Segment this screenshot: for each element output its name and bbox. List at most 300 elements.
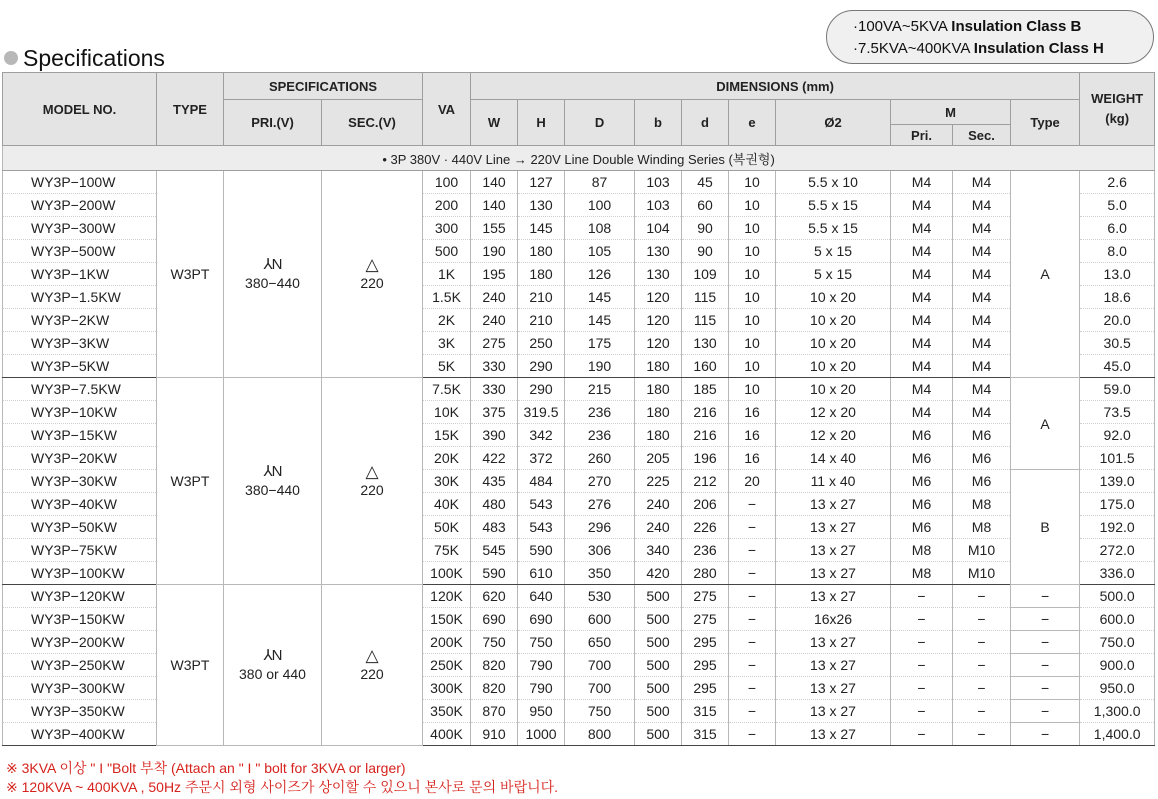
weight-cell: 950.0 (1080, 677, 1155, 700)
weight-cell: 1,400.0 (1080, 723, 1155, 746)
h-cell: 640 (518, 585, 565, 608)
b-cell: 103 (635, 194, 682, 217)
model-cell: WY3P−250KW (3, 654, 157, 677)
sec-voltage: 220 (360, 482, 384, 498)
d-upper-cell: 270 (565, 470, 635, 493)
va-cell: 15K (423, 424, 471, 447)
va-cell: 250K (423, 654, 471, 677)
b-cell: 205 (635, 447, 682, 470)
phi2-cell: 13 x 27 (776, 493, 891, 516)
h-cell: 543 (518, 516, 565, 539)
model-cell: WY3P−15KW (3, 424, 157, 447)
va-cell: 2K (423, 309, 471, 332)
b-cell: 500 (635, 585, 682, 608)
weight-cell: 272.0 (1080, 539, 1155, 562)
m-pri-cell: M4 (891, 401, 953, 424)
va-cell: 350K (423, 700, 471, 723)
m-sec-cell: − (953, 677, 1011, 700)
d-upper-cell: 236 (565, 424, 635, 447)
va-cell: 120K (423, 585, 471, 608)
phi2-cell: 5 x 15 (776, 240, 891, 263)
b-cell: 500 (635, 654, 682, 677)
m-pri-cell: M8 (891, 562, 953, 585)
va-cell: 30K (423, 470, 471, 493)
va-cell: 100 (423, 171, 471, 194)
table-body (3, 146, 1155, 746)
h-cell: 750 (518, 631, 565, 654)
b-cell: 340 (635, 539, 682, 562)
m-sec-cell: M4 (953, 355, 1011, 378)
header-m-pri: Pri. (891, 125, 953, 146)
va-cell: 75K (423, 539, 471, 562)
m-pri-cell: M4 (891, 332, 953, 355)
d-lower-cell: 295 (682, 631, 729, 654)
b-cell: 120 (635, 332, 682, 355)
h-cell: 610 (518, 562, 565, 585)
b-cell: 180 (635, 401, 682, 424)
h-cell: 127 (518, 171, 565, 194)
m-sec-cell: − (953, 631, 1011, 654)
d-lower-cell: 196 (682, 447, 729, 470)
dim-type-cell: − (1011, 608, 1080, 631)
b-cell: 120 (635, 309, 682, 332)
dim-type-cell: − (1011, 631, 1080, 654)
d-upper-cell: 190 (565, 355, 635, 378)
weight-cell: 336.0 (1080, 562, 1155, 585)
wye-symbol: ⅄N (263, 256, 282, 273)
header-weight: WEIGHT (kg) (1080, 73, 1155, 146)
dim-type-cell: B (1011, 470, 1080, 585)
h-cell: 342 (518, 424, 565, 447)
m-sec-cell: M8 (953, 493, 1011, 516)
weight-cell: 139.0 (1080, 470, 1155, 493)
m-pri-cell: M4 (891, 240, 953, 263)
h-cell: 690 (518, 608, 565, 631)
w-cell: 390 (471, 424, 518, 447)
header-b: b (635, 100, 682, 146)
m-sec-cell: − (953, 654, 1011, 677)
va-cell: 300K (423, 677, 471, 700)
phi2-cell: 14 x 40 (776, 447, 891, 470)
m-pri-cell: M4 (891, 286, 953, 309)
b-cell: 420 (635, 562, 682, 585)
m-pri-cell: − (891, 585, 953, 608)
m-pri-cell: M4 (891, 217, 953, 240)
note-1: ※ 3KVA 이상 " I "Bolt 부착 (Attach an " I " bolt for 3KVA or larger) (6, 760, 406, 776)
weight-cell: 45.0 (1080, 355, 1155, 378)
model-cell: WY3P−300KW (3, 677, 157, 700)
m-pri-cell: M4 (891, 194, 953, 217)
d-lower-cell: 212 (682, 470, 729, 493)
d-lower-cell: 160 (682, 355, 729, 378)
d-upper-cell: 350 (565, 562, 635, 585)
model-cell: WY3P−40KW (3, 493, 157, 516)
weight-cell: 30.5 (1080, 332, 1155, 355)
d-upper-cell: 108 (565, 217, 635, 240)
b-cell: 500 (635, 723, 682, 746)
phi2-cell: 13 x 27 (776, 631, 891, 654)
sec-voltage: 220 (360, 666, 384, 682)
b-cell: 500 (635, 700, 682, 723)
m-pri-cell: M6 (891, 493, 953, 516)
header-type: TYPE (157, 73, 224, 146)
header-model: MODEL NO. (3, 73, 157, 146)
va-cell: 50K (423, 516, 471, 539)
model-cell: WY3P−50KW (3, 516, 157, 539)
b-cell: 500 (635, 631, 682, 654)
model-cell: WY3P−300W (3, 217, 157, 240)
d-upper-cell: 236 (565, 401, 635, 424)
d-lower-cell: 90 (682, 240, 729, 263)
w-cell: 545 (471, 539, 518, 562)
h-cell: 290 (518, 355, 565, 378)
wye-symbol: ⅄N (263, 463, 282, 480)
w-cell: 483 (471, 516, 518, 539)
model-cell: WY3P−30KW (3, 470, 157, 493)
weight-cell: 192.0 (1080, 516, 1155, 539)
va-cell: 200K (423, 631, 471, 654)
dim-type-cell: − (1011, 723, 1080, 746)
weight-cell: 13.0 (1080, 263, 1155, 286)
weight-cell: 18.6 (1080, 286, 1155, 309)
h-cell: 130 (518, 194, 565, 217)
model-cell: WY3P−100W (3, 171, 157, 194)
d-lower-cell: 226 (682, 516, 729, 539)
d-lower-cell: 115 (682, 309, 729, 332)
h-cell: 180 (518, 240, 565, 263)
w-cell: 275 (471, 332, 518, 355)
b-cell: 103 (635, 171, 682, 194)
va-cell: 150K (423, 608, 471, 631)
model-cell: WY3P−3KW (3, 332, 157, 355)
phi2-cell: 10 x 20 (776, 332, 891, 355)
d-lower-cell: 295 (682, 654, 729, 677)
va-cell: 400K (423, 723, 471, 746)
w-cell: 435 (471, 470, 518, 493)
w-cell: 140 (471, 171, 518, 194)
w-cell: 870 (471, 700, 518, 723)
page-title: Specifications (23, 44, 165, 71)
w-cell: 590 (471, 562, 518, 585)
model-cell: WY3P−7.5KW (3, 378, 157, 401)
w-cell: 375 (471, 401, 518, 424)
phi2-cell: 13 x 27 (776, 654, 891, 677)
d-lower-cell: 315 (682, 723, 729, 746)
e-cell: 10 (729, 332, 776, 355)
d-upper-cell: 175 (565, 332, 635, 355)
d-lower-cell: 206 (682, 493, 729, 516)
d-upper-cell: 296 (565, 516, 635, 539)
d-lower-cell: 275 (682, 608, 729, 631)
h-cell: 790 (518, 677, 565, 700)
header-dimensions: DIMENSIONS (mm) (471, 73, 1080, 100)
va-cell: 500 (423, 240, 471, 263)
b-cell: 120 (635, 286, 682, 309)
h-cell: 372 (518, 447, 565, 470)
wye-symbol: ⅄N (263, 647, 282, 664)
va-cell: 300 (423, 217, 471, 240)
w-cell: 690 (471, 608, 518, 631)
h-cell: 543 (518, 493, 565, 516)
w-cell: 140 (471, 194, 518, 217)
series-title: • 3P 380V · 440V Line → 220V Line Double Winding Series (복권형) (3, 146, 1155, 171)
d-lower-cell: 115 (682, 286, 729, 309)
m-sec-cell: M4 (953, 309, 1011, 332)
m-sec-cell: M6 (953, 424, 1011, 447)
model-cell: WY3P−500W (3, 240, 157, 263)
b-cell: 130 (635, 263, 682, 286)
m-pri-cell: M6 (891, 470, 953, 493)
pri-voltage: 380−440 (245, 482, 300, 498)
note-2: ※ 120KVA ~ 400KVA , 50Hz 주문시 외형 사이즈가 상이할 수 있으니 본사로 문의 바랍니다. (6, 779, 559, 795)
d-lower-cell: 109 (682, 263, 729, 286)
pri-voltage: 380 or 440 (239, 666, 306, 682)
weight-cell: 600.0 (1080, 608, 1155, 631)
w-cell: 422 (471, 447, 518, 470)
weight-cell: 175.0 (1080, 493, 1155, 516)
weight-cell: 2.6 (1080, 171, 1155, 194)
m-pri-cell: M4 (891, 355, 953, 378)
weight-cell: 101.5 (1080, 447, 1155, 470)
e-cell: − (729, 585, 776, 608)
header-d-lower: d (682, 100, 729, 146)
phi2-cell: 5 x 15 (776, 263, 891, 286)
m-sec-cell: − (953, 700, 1011, 723)
phi2-cell: 12 x 20 (776, 401, 891, 424)
b-cell: 500 (635, 677, 682, 700)
e-cell: 16 (729, 424, 776, 447)
m-sec-cell: M6 (953, 447, 1011, 470)
d-lower-cell: 216 (682, 401, 729, 424)
w-cell: 155 (471, 217, 518, 240)
pri-cell (224, 171, 322, 378)
m-sec-cell: M8 (953, 516, 1011, 539)
e-cell: − (729, 493, 776, 516)
model-cell: WY3P−200W (3, 194, 157, 217)
h-cell: 210 (518, 286, 565, 309)
w-cell: 330 (471, 378, 518, 401)
d-upper-cell: 306 (565, 539, 635, 562)
m-sec-cell: M4 (953, 240, 1011, 263)
d-lower-cell: 90 (682, 217, 729, 240)
b-cell: 180 (635, 424, 682, 447)
phi2-cell: 11 x 40 (776, 470, 891, 493)
section-title (4, 44, 165, 72)
b-cell: 240 (635, 516, 682, 539)
model-cell: WY3P−350KW (3, 700, 157, 723)
model-cell: WY3P−1.5KW (3, 286, 157, 309)
delta-symbol: △ (365, 255, 379, 274)
d-upper-cell: 215 (565, 378, 635, 401)
va-cell: 5K (423, 355, 471, 378)
w-cell: 240 (471, 286, 518, 309)
d-lower-cell: 275 (682, 585, 729, 608)
phi2-cell: 13 x 27 (776, 677, 891, 700)
insulation-class-box (826, 10, 1154, 64)
pri-cell (224, 378, 322, 585)
insulation-line-1: ·100VA~5KVA Insulation Class B (853, 18, 1082, 35)
dim-type-cell: − (1011, 654, 1080, 677)
phi2-cell: 13 x 27 (776, 516, 891, 539)
m-pri-cell: − (891, 654, 953, 677)
d-upper-cell: 100 (565, 194, 635, 217)
phi2-cell: 10 x 20 (776, 378, 891, 401)
m-pri-cell: M4 (891, 309, 953, 332)
d-upper-cell: 145 (565, 286, 635, 309)
model-cell: WY3P−5KW (3, 355, 157, 378)
e-cell: 10 (729, 378, 776, 401)
model-cell: WY3P−200KW (3, 631, 157, 654)
m-pri-cell: − (891, 608, 953, 631)
table-row (3, 171, 1155, 194)
d-upper-cell: 650 (565, 631, 635, 654)
e-cell: 16 (729, 401, 776, 424)
d-lower-cell: 216 (682, 424, 729, 447)
e-cell: 10 (729, 309, 776, 332)
m-pri-cell: M6 (891, 516, 953, 539)
weight-cell: 73.5 (1080, 401, 1155, 424)
m-sec-cell: − (953, 585, 1011, 608)
d-upper-cell: 87 (565, 171, 635, 194)
e-cell: − (729, 516, 776, 539)
header-pri: PRI.(V) (224, 100, 322, 146)
d-lower-cell: 130 (682, 332, 729, 355)
sec-cell (322, 585, 423, 746)
m-sec-cell: − (953, 608, 1011, 631)
weight-cell: 1,300.0 (1080, 700, 1155, 723)
pri-cell (224, 585, 322, 746)
e-cell: 10 (729, 355, 776, 378)
delta-symbol: △ (365, 462, 379, 481)
m-pri-cell: − (891, 677, 953, 700)
d-upper-cell: 700 (565, 677, 635, 700)
e-cell: 10 (729, 194, 776, 217)
header-phi2: Ø2 (776, 100, 891, 146)
d-upper-cell: 145 (565, 309, 635, 332)
m-sec-cell: M4 (953, 378, 1011, 401)
weight-cell: 92.0 (1080, 424, 1155, 447)
w-cell: 910 (471, 723, 518, 746)
m-pri-cell: M4 (891, 378, 953, 401)
type-cell: W3PT (157, 585, 224, 746)
h-cell: 250 (518, 332, 565, 355)
dim-type-cell: A (1011, 378, 1080, 470)
header-dim-type: Type (1011, 100, 1080, 146)
va-cell: 200 (423, 194, 471, 217)
va-cell: 7.5K (423, 378, 471, 401)
h-cell: 790 (518, 654, 565, 677)
m-sec-cell: M10 (953, 562, 1011, 585)
e-cell: − (729, 631, 776, 654)
b-cell: 180 (635, 378, 682, 401)
delta-symbol: △ (365, 646, 379, 665)
bullet-dot-icon (4, 51, 18, 65)
e-cell: − (729, 654, 776, 677)
e-cell: 20 (729, 470, 776, 493)
weight-cell: 750.0 (1080, 631, 1155, 654)
m-sec-cell: M4 (953, 194, 1011, 217)
weight-cell: 5.0 (1080, 194, 1155, 217)
e-cell: 16 (729, 447, 776, 470)
m-sec-cell: M4 (953, 332, 1011, 355)
m-sec-cell: M4 (953, 286, 1011, 309)
w-cell: 480 (471, 493, 518, 516)
model-cell: WY3P−400KW (3, 723, 157, 746)
d-upper-cell: 600 (565, 608, 635, 631)
phi2-cell: 5.5 x 15 (776, 217, 891, 240)
weight-cell: 6.0 (1080, 217, 1155, 240)
m-sec-cell: − (953, 723, 1011, 746)
m-pri-cell: M8 (891, 539, 953, 562)
m-sec-cell: M10 (953, 539, 1011, 562)
b-cell: 130 (635, 240, 682, 263)
weight-cell: 8.0 (1080, 240, 1155, 263)
h-cell: 290 (518, 378, 565, 401)
sec-cell (322, 171, 423, 378)
weight-cell: 900.0 (1080, 654, 1155, 677)
phi2-cell: 10 x 20 (776, 355, 891, 378)
phi2-cell: 13 x 27 (776, 723, 891, 746)
e-cell: 10 (729, 240, 776, 263)
w-cell: 190 (471, 240, 518, 263)
d-lower-cell: 315 (682, 700, 729, 723)
weight-cell: 59.0 (1080, 378, 1155, 401)
phi2-cell: 13 x 27 (776, 562, 891, 585)
model-cell: WY3P−120KW (3, 585, 157, 608)
table-row (3, 378, 1155, 401)
specifications-table (2, 72, 1155, 746)
phi2-cell: 10 x 20 (776, 286, 891, 309)
weight-cell: 500.0 (1080, 585, 1155, 608)
model-cell: WY3P−2KW (3, 309, 157, 332)
m-pri-cell: − (891, 631, 953, 654)
table-header (3, 73, 1155, 146)
sec-cell (322, 378, 423, 585)
e-cell: 10 (729, 217, 776, 240)
type-cell: W3PT (157, 378, 224, 585)
b-cell: 180 (635, 355, 682, 378)
e-cell: − (729, 562, 776, 585)
d-upper-cell: 700 (565, 654, 635, 677)
header-specifications: SPECIFICATIONS (224, 73, 423, 100)
d-lower-cell: 60 (682, 194, 729, 217)
va-cell: 10K (423, 401, 471, 424)
m-pri-cell: M4 (891, 263, 953, 286)
m-sec-cell: M4 (953, 217, 1011, 240)
phi2-cell: 13 x 27 (776, 539, 891, 562)
e-cell: − (729, 723, 776, 746)
h-cell: 210 (518, 309, 565, 332)
h-cell: 484 (518, 470, 565, 493)
m-pri-cell: − (891, 723, 953, 746)
va-cell: 20K (423, 447, 471, 470)
m-pri-cell: M6 (891, 447, 953, 470)
va-cell: 40K (423, 493, 471, 516)
model-cell: WY3P−10KW (3, 401, 157, 424)
insulation-line-2: ·7.5KVA~400KVA Insulation Class H (853, 40, 1104, 57)
dim-type-cell: − (1011, 700, 1080, 723)
h-cell: 319.5 (518, 401, 565, 424)
m-pri-cell: M6 (891, 424, 953, 447)
header-m: M (891, 100, 1011, 125)
header-va: VA (423, 73, 471, 146)
phi2-cell: 10 x 20 (776, 309, 891, 332)
d-upper-cell: 276 (565, 493, 635, 516)
h-cell: 180 (518, 263, 565, 286)
table-row (3, 585, 1155, 608)
m-sec-cell: M4 (953, 171, 1011, 194)
m-sec-cell: M6 (953, 470, 1011, 493)
